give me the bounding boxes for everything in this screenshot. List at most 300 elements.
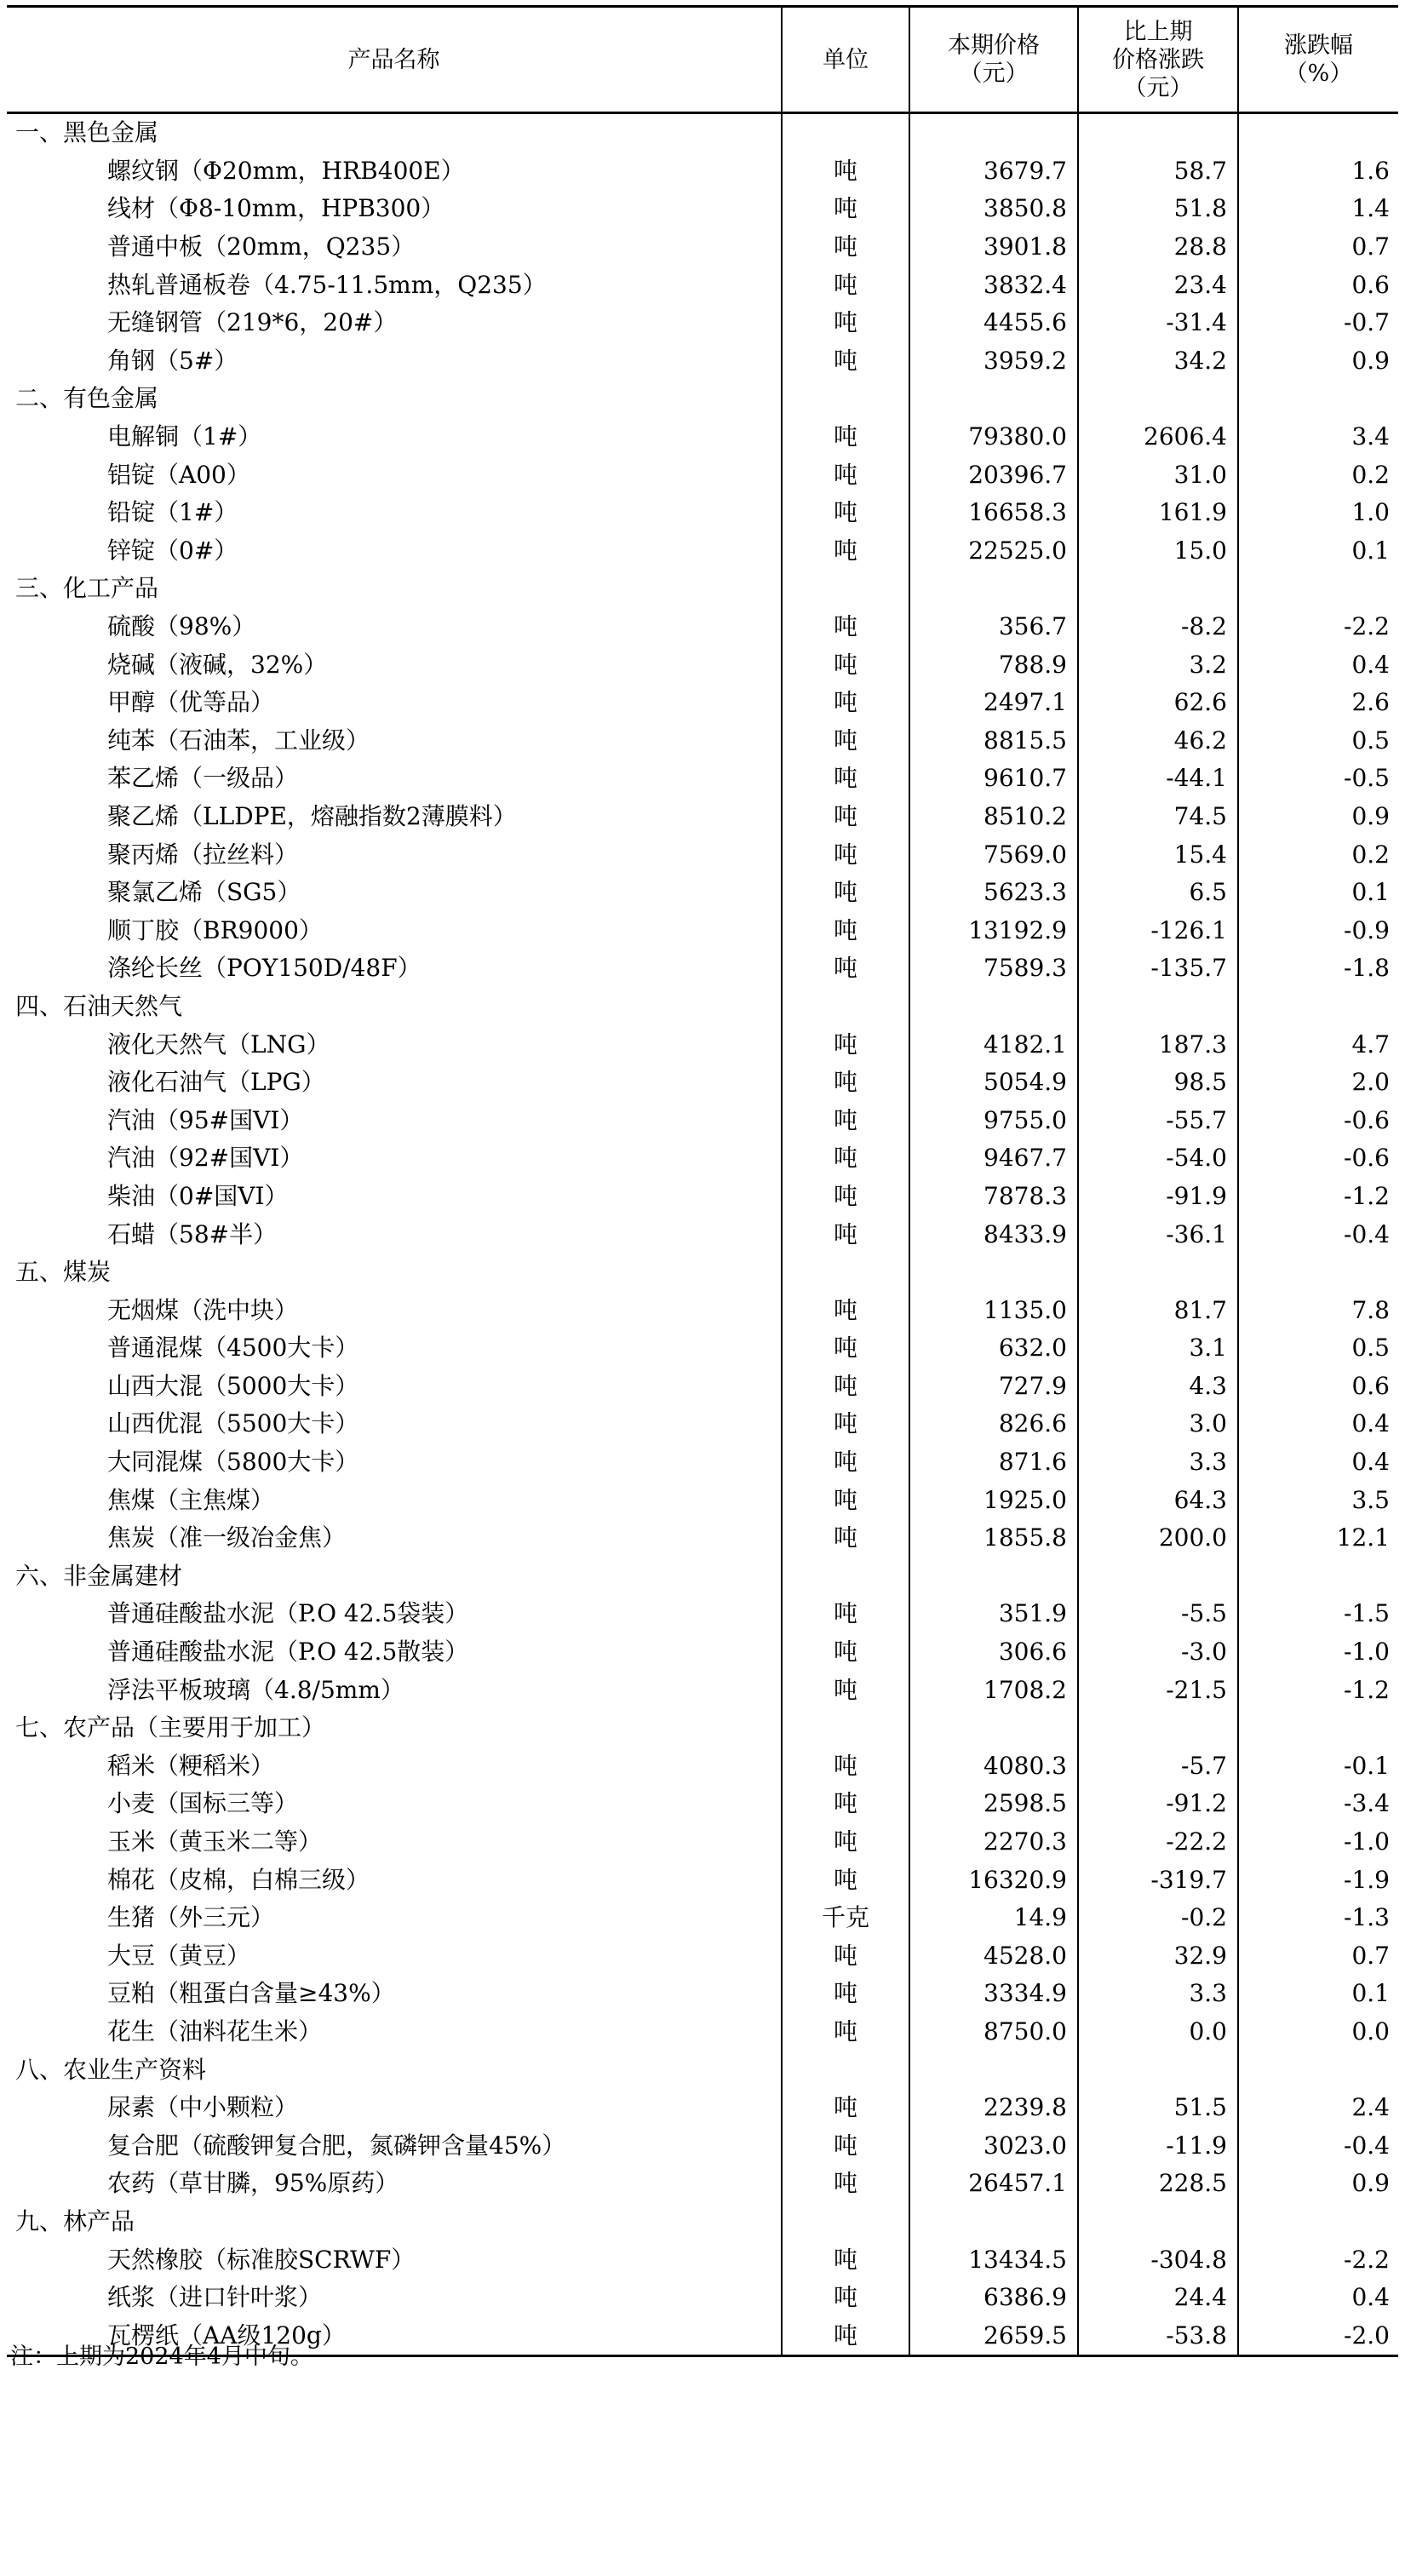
change-cell: 0.0: [1078, 2013, 1238, 2051]
percent-cell: 0.6: [1238, 266, 1398, 304]
unit-cell: 吨: [782, 1101, 909, 1139]
product-name: 聚丙烯（拉丝料）: [107, 840, 299, 869]
unit-cell: 吨: [782, 152, 909, 191]
change-cell: 51.5: [1078, 2089, 1238, 2127]
percent-cell: -1.2: [1238, 1178, 1398, 1216]
percent-cell: 2.6: [1238, 684, 1398, 722]
product-name: 石蜡（58#半）: [107, 1219, 278, 1248]
product-name: 角钢（5#）: [107, 346, 238, 375]
change-cell: 64.3: [1078, 1481, 1238, 1519]
empty-cell: [782, 988, 909, 1026]
change-cell: -135.7: [1078, 950, 1238, 988]
price-cell: 7569.0: [909, 835, 1078, 874]
percent-cell: -1.5: [1238, 1595, 1398, 1633]
table-row: [7, 798, 1398, 836]
unit-cell: 吨: [782, 1368, 909, 1406]
change-cell: 46.2: [1078, 722, 1238, 760]
header-product-name: 产品名称: [7, 7, 782, 113]
table-row: [7, 1633, 1398, 1672]
change-cell: 161.9: [1078, 494, 1238, 532]
change-cell: -21.5: [1078, 1671, 1238, 1709]
section-row: [7, 380, 1398, 418]
unit-cell: 吨: [782, 1178, 909, 1216]
empty-cell: [1238, 1254, 1398, 1292]
table-row: [7, 532, 1398, 571]
price-cell: 1135.0: [909, 1291, 1078, 1329]
table-row: [7, 2126, 1398, 2165]
percent-cell: -0.7: [1238, 304, 1398, 342]
unit-cell: 吨: [782, 342, 909, 381]
unit-cell: 吨: [782, 1139, 909, 1178]
header-unit: 单位: [782, 7, 909, 113]
product-name: 液化天然气（LNG）: [107, 1030, 330, 1059]
empty-cell: [1238, 1709, 1398, 1747]
section-title: 四、石油天然气: [15, 991, 183, 1020]
change-cell: 81.7: [1078, 1291, 1238, 1329]
price-cell: 727.9: [909, 1368, 1078, 1406]
product-name: 柴油（0#国VI）: [107, 1181, 289, 1210]
product-name: 热轧普通板卷（4.75-11.5mm，Q235）: [107, 270, 547, 299]
price-cell: 306.6: [909, 1633, 1078, 1672]
empty-cell: [1078, 2051, 1238, 2089]
percent-cell: 1.0: [1238, 494, 1398, 532]
empty-cell: [782, 2203, 909, 2241]
table-row: [7, 1101, 1398, 1139]
table-row: [7, 2089, 1398, 2127]
product-name: 纯苯（石油苯，工业级）: [107, 726, 370, 754]
price-cell: 8510.2: [909, 798, 1078, 836]
change-cell: -22.2: [1078, 1823, 1238, 1862]
percent-cell: 0.7: [1238, 1937, 1398, 1976]
table-row: [7, 1139, 1398, 1178]
unit-cell: 吨: [782, 2165, 909, 2203]
unit-cell: 吨: [782, 1519, 909, 1558]
section-title: 八、农业生产资料: [15, 2055, 207, 2084]
percent-cell: 12.1: [1238, 1519, 1398, 1558]
product-name: 普通硅酸盐水泥（P.O 42.5袋装）: [107, 1599, 469, 1628]
section-row: [7, 988, 1398, 1026]
empty-cell: [1238, 2203, 1398, 2241]
unit-cell: 吨: [782, 266, 909, 304]
table-row: [7, 1671, 1398, 1709]
price-cell: 632.0: [909, 1329, 1078, 1368]
empty-cell: [1078, 113, 1238, 152]
percent-cell: 0.6: [1238, 1368, 1398, 1406]
percent-cell: -0.5: [1238, 760, 1398, 798]
unit-cell: 吨: [782, 1671, 909, 1709]
change-cell: 51.8: [1078, 190, 1238, 228]
table-row: [7, 1064, 1398, 1102]
unit-cell: 吨: [782, 190, 909, 228]
price-cell: 7589.3: [909, 950, 1078, 988]
unit-cell: 吨: [782, 798, 909, 836]
section-row: [7, 113, 1398, 152]
percent-cell: 0.9: [1238, 2165, 1398, 2203]
empty-cell: [909, 1558, 1078, 1596]
table-header: [7, 7, 1398, 113]
change-cell: -91.9: [1078, 1178, 1238, 1216]
table-row: [7, 2279, 1398, 2317]
empty-cell: [1078, 1558, 1238, 1596]
empty-cell: [909, 380, 1078, 418]
percent-cell: 0.5: [1238, 1329, 1398, 1368]
product-name: 无缝钢管（219*6，20#）: [107, 308, 398, 337]
section-title: 三、化工产品: [15, 574, 159, 603]
header-current-price: 本期价格 （元）: [909, 7, 1078, 113]
product-name: 普通硅酸盐水泥（P.O 42.5散装）: [107, 1638, 469, 1667]
unit-cell: 吨: [782, 645, 909, 684]
product-name: 农药（草甘膦，95%原药）: [107, 2169, 399, 2198]
product-name: 瓦楞纸（AA级120g）: [7, 2316, 782, 2355]
product-name: 大豆（黄豆）: [107, 1941, 251, 1970]
price-cell: 79380.0: [909, 418, 1078, 456]
header-change-percent: 涨跌幅 （%）: [1238, 7, 1398, 113]
product-name: 复合肥（硫酸钾复合肥，氮磷钾含量45%）: [107, 2131, 566, 2160]
product-name: 顺丁胶（BR9000）: [107, 915, 323, 944]
empty-cell: [782, 570, 909, 608]
price-cell: 351.9: [909, 1595, 1078, 1633]
percent-cell: -1.3: [1238, 1899, 1398, 1937]
price-cell: 2598.5: [909, 1785, 1078, 1823]
change-cell: 200.0: [1078, 1519, 1238, 1558]
product-name: 纸浆（进口针叶浆）: [107, 2283, 323, 2312]
table-row: [7, 1861, 1398, 1899]
product-name: 硫酸（98%）: [107, 612, 256, 641]
percent-cell: 0.4: [1238, 2279, 1398, 2317]
percent-cell: 3.5: [1238, 1481, 1398, 1519]
table-row: [7, 1785, 1398, 1823]
price-cell: 2497.1: [909, 684, 1078, 722]
table-row: [7, 1329, 1398, 1368]
change-cell: 28.8: [1078, 228, 1238, 267]
table-row: [7, 874, 1398, 912]
price-cell: 14.9: [909, 1899, 1078, 1937]
change-cell: -11.9: [1078, 2126, 1238, 2165]
change-cell: 6.5: [1078, 874, 1238, 912]
table-row: [7, 190, 1398, 228]
percent-cell: -0.4: [1238, 2126, 1398, 2165]
table-row: [7, 2240, 1398, 2279]
table-row: [7, 1747, 1398, 1786]
change-cell: 32.9: [1078, 1937, 1238, 1976]
empty-cell: [782, 1254, 909, 1292]
percent-cell: -2.2: [1238, 2240, 1398, 2279]
table-row: [7, 1405, 1398, 1443]
table-row: [7, 266, 1398, 304]
product-name: 铅锭（1#）: [107, 498, 238, 527]
product-name: 天然橡胶（标准胶SCRWF）: [107, 2245, 416, 2274]
table-row: [7, 494, 1398, 532]
table-row: [7, 684, 1398, 722]
product-name: 聚乙烯（LLDPE，熔融指数2薄膜料）: [107, 801, 517, 830]
section-title: 五、煤炭: [15, 1258, 112, 1287]
price-cell: 1855.8: [909, 1519, 1078, 1558]
empty-cell: [1078, 380, 1238, 418]
percent-cell: -1.2: [1238, 1671, 1398, 1709]
change-cell: 15.4: [1078, 835, 1238, 874]
price-cell: 3334.9: [909, 1975, 1078, 2013]
change-cell: -55.7: [1078, 1101, 1238, 1139]
empty-cell: [1238, 1558, 1398, 1596]
change-cell: 3.0: [1078, 1405, 1238, 1443]
product-name: 液化石油气（LPG）: [107, 1068, 325, 1097]
empty-cell: [1238, 988, 1398, 1026]
change-cell: 3.3: [1078, 1443, 1238, 1482]
table-row: [7, 228, 1398, 267]
price-cell: 4080.3: [909, 1747, 1078, 1786]
product-name: 线材（Φ8-10mm，HPB300）: [107, 194, 445, 223]
unit-cell: 吨: [782, 228, 909, 267]
unit-cell: 吨: [782, 760, 909, 798]
table-row: [7, 1975, 1398, 2013]
table-row: [7, 1025, 1398, 1064]
unit-cell: 吨: [782, 494, 909, 532]
percent-cell: -1.8: [1238, 950, 1398, 988]
percent-cell: 0.4: [1238, 1405, 1398, 1443]
empty-cell: [909, 988, 1078, 1026]
table-row: [7, 950, 1398, 988]
price-cell: 2659.5: [909, 2316, 1078, 2355]
product-name: 稻米（粳稻米）: [107, 1751, 275, 1780]
product-name: 尿素（中小颗粒）: [107, 2093, 299, 2122]
price-cell: 16320.9: [909, 1861, 1078, 1899]
price-cell: 1925.0: [909, 1481, 1078, 1519]
unit-cell: 吨: [782, 874, 909, 912]
change-cell: -304.8: [1078, 2240, 1238, 2279]
unit-cell: 吨: [782, 1785, 909, 1823]
percent-cell: 2.4: [1238, 2089, 1398, 2127]
empty-cell: [909, 1254, 1078, 1292]
product-name: 焦煤（主焦煤）: [107, 1485, 275, 1514]
percent-cell: -0.1: [1238, 1747, 1398, 1786]
unit-cell: 吨: [782, 1215, 909, 1254]
percent-cell: -1.0: [1238, 1823, 1398, 1862]
empty-cell: [782, 113, 909, 152]
table-row: [7, 342, 1398, 381]
percent-cell: 1.6: [1238, 152, 1398, 191]
unit-cell: 千克: [782, 1899, 909, 1937]
unit-cell: 吨: [782, 2089, 909, 2127]
section-row: [7, 570, 1398, 608]
unit-cell: 吨: [782, 1291, 909, 1329]
product-name: 生猪（外三元）: [107, 1903, 275, 1932]
table-row: [7, 722, 1398, 760]
price-table: [7, 5, 1398, 2357]
percent-cell: 0.9: [1238, 342, 1398, 381]
change-cell: 58.7: [1078, 152, 1238, 191]
product-name: 玉米（黄玉米二等）: [107, 1827, 323, 1856]
unit-cell: 吨: [782, 1861, 909, 1899]
change-cell: -31.4: [1078, 304, 1238, 342]
unit-cell: 吨: [782, 2316, 909, 2355]
section-row: [7, 2203, 1398, 2241]
footnote: 注：上期为2024年4月中旬。: [10, 2344, 313, 2370]
product-name: 螺纹钢（Φ20mm，HRB400E）: [107, 156, 465, 185]
table-row: [7, 645, 1398, 684]
price-cell: 8433.9: [909, 1215, 1078, 1254]
table-row: [7, 456, 1398, 494]
change-cell: 3.1: [1078, 1329, 1238, 1368]
product-name: 甲醇（优等品）: [107, 688, 275, 717]
unit-cell: 吨: [782, 835, 909, 874]
section-title: 七、农产品（主要用于加工）: [15, 1713, 326, 1742]
change-cell: -5.5: [1078, 1595, 1238, 1633]
empty-cell: [909, 570, 1078, 608]
price-cell: 22525.0: [909, 532, 1078, 571]
empty-cell: [1078, 1709, 1238, 1747]
percent-cell: 0.4: [1238, 645, 1398, 684]
change-cell: 15.0: [1078, 532, 1238, 571]
table-row: [7, 304, 1398, 342]
empty-cell: [1078, 570, 1238, 608]
section-row: [7, 1558, 1398, 1596]
percent-cell: -2.2: [1238, 608, 1398, 646]
percent-cell: 0.1: [1238, 874, 1398, 912]
percent-cell: 0.1: [1238, 1975, 1398, 2013]
table-row: [7, 608, 1398, 646]
product-name: 铝锭（A00）: [107, 460, 250, 489]
product-name: 花生（油料花生米）: [107, 2017, 323, 2045]
percent-cell: 0.1: [1238, 532, 1398, 571]
unit-cell: 吨: [782, 304, 909, 342]
table-row: [7, 2013, 1398, 2051]
percent-cell: 0.0: [1238, 2013, 1398, 2051]
product-name: 普通混煤（4500大卡）: [107, 1334, 359, 1363]
price-cell: 13192.9: [909, 911, 1078, 950]
unit-cell: 吨: [782, 1443, 909, 1482]
table-row: [7, 835, 1398, 874]
price-cell: 9755.0: [909, 1101, 1078, 1139]
empty-cell: [1078, 2203, 1238, 2241]
price-cell: 4182.1: [909, 1025, 1078, 1064]
price-cell: 20396.7: [909, 456, 1078, 494]
section-row: [7, 1254, 1398, 1292]
percent-cell: 0.4: [1238, 1443, 1398, 1482]
price-cell: 9467.7: [909, 1139, 1078, 1178]
change-cell: -36.1: [1078, 1215, 1238, 1254]
unit-cell: 吨: [782, 950, 909, 988]
percent-cell: -1.9: [1238, 1861, 1398, 1899]
percent-cell: -3.4: [1238, 1785, 1398, 1823]
percent-cell: 3.4: [1238, 418, 1398, 456]
change-cell: 31.0: [1078, 456, 1238, 494]
product-name: 涤纶长丝（POY150D/48F）: [107, 954, 422, 983]
price-cell: 2270.3: [909, 1823, 1078, 1862]
price-cell: 7878.3: [909, 1178, 1078, 1216]
change-cell: 4.3: [1078, 1368, 1238, 1406]
price-cell: 5054.9: [909, 1064, 1078, 1102]
empty-cell: [909, 2203, 1078, 2241]
percent-cell: 0.2: [1238, 456, 1398, 494]
table-row: [7, 911, 1398, 950]
empty-cell: [1238, 113, 1398, 152]
price-cell: 3023.0: [909, 2126, 1078, 2165]
table-row: [7, 1519, 1398, 1558]
empty-cell: [909, 113, 1078, 152]
table-row: [7, 1481, 1398, 1519]
price-cell: 8750.0: [909, 2013, 1078, 2051]
unit-cell: 吨: [782, 2240, 909, 2279]
change-cell: 34.2: [1078, 342, 1238, 381]
change-cell: 74.5: [1078, 798, 1238, 836]
empty-cell: [909, 1709, 1078, 1747]
table-row: [7, 1823, 1398, 1862]
table-row: [7, 1595, 1398, 1633]
price-cell: 4455.6: [909, 304, 1078, 342]
percent-cell: -0.6: [1238, 1101, 1398, 1139]
section-title: 六、非金属建材: [15, 1561, 183, 1590]
empty-cell: [1078, 1254, 1238, 1292]
table-row: [7, 1443, 1398, 1482]
product-name: 苯乙烯（一级品）: [107, 764, 299, 793]
price-table-container: [7, 5, 1398, 2357]
change-cell: 23.4: [1078, 266, 1238, 304]
change-cell: 98.5: [1078, 1064, 1238, 1102]
table-row: [7, 2165, 1398, 2203]
unit-cell: 吨: [782, 1329, 909, 1368]
percent-cell: 4.7: [1238, 1025, 1398, 1064]
price-cell: 3901.8: [909, 228, 1078, 267]
price-cell: 788.9: [909, 645, 1078, 684]
change-cell: 3.2: [1078, 645, 1238, 684]
change-cell: -126.1: [1078, 911, 1238, 950]
product-name: 焦炭（准一级冶金焦）: [107, 1523, 347, 1552]
empty-cell: [1238, 570, 1398, 608]
price-cell: 5623.3: [909, 874, 1078, 912]
table-row: [7, 152, 1398, 191]
header-price-change: 比上期 价格涨跌 （元）: [1078, 7, 1238, 113]
percent-cell: -1.0: [1238, 1633, 1398, 1672]
unit-cell: 吨: [782, 2279, 909, 2317]
unit-cell: 吨: [782, 2013, 909, 2051]
percent-cell: 0.9: [1238, 798, 1398, 836]
table-row: [7, 1368, 1398, 1406]
empty-cell: [782, 1709, 909, 1747]
unit-cell: 吨: [782, 532, 909, 571]
empty-cell: [782, 2051, 909, 2089]
section-title: 九、林产品: [15, 2206, 135, 2235]
price-cell: 9610.7: [909, 760, 1078, 798]
percent-cell: 7.8: [1238, 1291, 1398, 1329]
price-cell: 26457.1: [909, 2165, 1078, 2203]
empty-cell: [782, 1558, 909, 1596]
table-row: [7, 1178, 1398, 1216]
empty-cell: [1238, 2051, 1398, 2089]
percent-cell: 0.7: [1238, 228, 1398, 267]
change-cell: -54.0: [1078, 1139, 1238, 1178]
unit-cell: 吨: [782, 1975, 909, 2013]
price-cell: 871.6: [909, 1443, 1078, 1482]
change-cell: -44.1: [1078, 760, 1238, 798]
percent-cell: -0.6: [1238, 1139, 1398, 1178]
empty-cell: [909, 2051, 1078, 2089]
unit-cell: 吨: [782, 1595, 909, 1633]
product-name: 汽油（92#国VI）: [107, 1144, 304, 1173]
unit-cell: 吨: [782, 418, 909, 456]
unit-cell: 吨: [782, 1025, 909, 1064]
section-row: [7, 2051, 1398, 2089]
table-body: [7, 113, 1398, 2356]
percent-cell: -2.0: [1238, 2316, 1398, 2355]
section-title: 一、黑色金属: [15, 118, 159, 147]
unit-cell: 吨: [782, 1481, 909, 1519]
unit-cell: 吨: [782, 1823, 909, 1862]
change-cell: 228.5: [1078, 2165, 1238, 2203]
change-cell: -0.2: [1078, 1899, 1238, 1937]
empty-cell: [1238, 380, 1398, 418]
unit-cell: 吨: [782, 911, 909, 950]
table-row: [7, 760, 1398, 798]
